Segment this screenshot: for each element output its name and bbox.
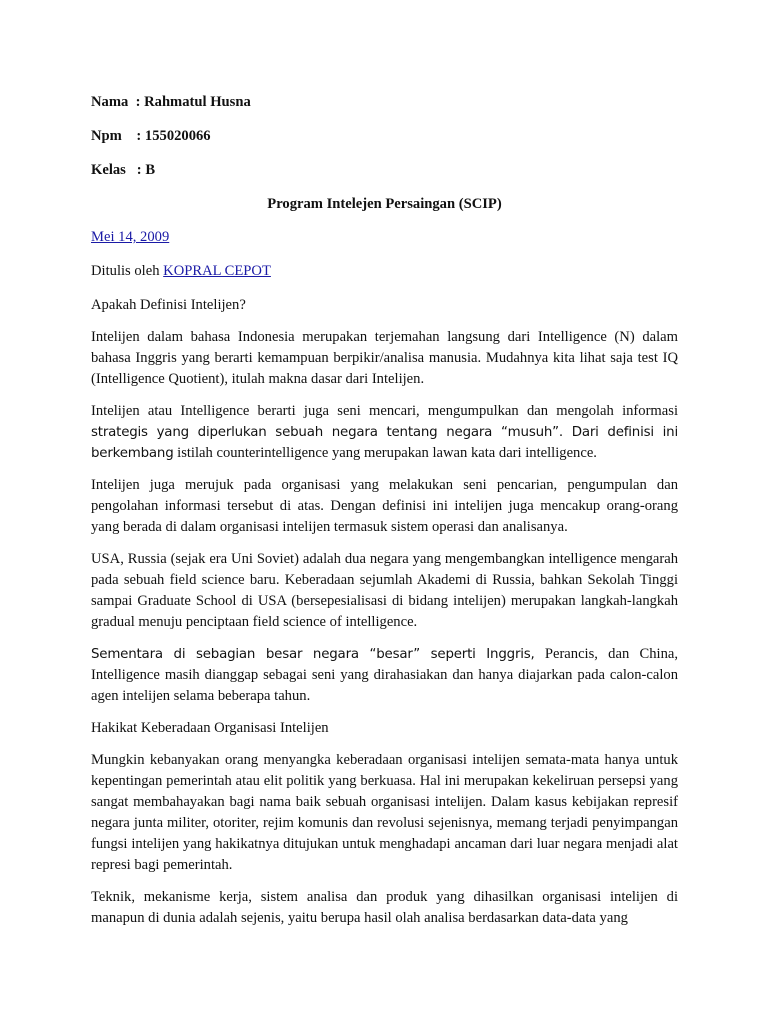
author-prefix: Ditulis oleh [91, 263, 164, 279]
class-value: B [145, 162, 156, 178]
paragraph-4: USA, Russia (sejak era Uni Soviet) adalah dua negara yang mengembangkan intelligence mengarah pada sebuah field science baru. Keberadaan sejumlah Akademi di Russia, bahkan Sekolah Tinggi sampai Graduate School di USA (bersepesialisasi di bidang intelijen) merupakan langkah-langkah gradual menuju penciptaan field science of intelligence. [91, 551, 678, 630]
name-line [91, 92, 678, 113]
npm-value: 155020066 [144, 128, 211, 144]
paragraph-2-part-c: istilah counterintelligence yang merupakan lawan kata dari intelligence. [173, 445, 597, 461]
section-heading-essence: Hakikat Keberadaan Organisasi Intelijen [91, 720, 329, 736]
paragraph-3: Intelijen juga merujuk pada organisasi yang melakukan seni pencarian, pengumpulan dan pengolahan informasi tersebut di atas. Dengan definisi ini intelijen juga mencakup orang-orang yang berada di dalam organisasi intelijen termasuk sistem operasi dan analisanya. [91, 477, 678, 535]
paragraph-1: Intelijen dalam bahasa Indonesia merupakan terjemahan langsung dari Intelligence (N) dalam bahasa Inggris yang berarti kemampuan berpikir/analisa manusia. Mudahnya kita lihat saja test IQ (Intelligence Quotient), itulah makna dasar dari Intelijen. [91, 329, 678, 387]
document-title: Program Intelejen Persaingan (SCIP) [267, 196, 502, 212]
npm-line [91, 126, 678, 147]
document-page [91, 92, 678, 940]
author-line [91, 261, 678, 282]
name-label: Nama : [91, 94, 145, 110]
class-label: Kelas : [91, 162, 146, 178]
paragraph-2 [91, 401, 678, 464]
npm-label: Npm : [91, 128, 145, 144]
paragraph-2-part-a: Intelijen atau Intelligence berarti juga seni mencari, mengumpulkan dan mengolah informasi [91, 403, 678, 419]
section-heading-definition: Apakah Definisi Intelijen? [91, 297, 246, 313]
author-link[interactable]: KOPRAL CEPOT [163, 263, 271, 279]
paragraph-7: Teknik, mekanisme kerja, sistem analisa dan produk yang dihasilkan organisasi intelijen di manapun di dunia adalah sejenis, yaitu berupa hasil olah analisa berdasarkan data-data yang [91, 889, 678, 926]
paragraph-5 [91, 644, 678, 707]
name-value: Rahmatul Husna [144, 94, 251, 110]
date-link[interactable]: Mei 14, 2009 [91, 229, 170, 245]
class-line [91, 160, 678, 181]
paragraph-5-part-b: Perancis, dan China, Intelligence masih dianggap sebagai seni yang dirahasiakan dan hanya diajarkan pada calon-calon agen intelijen selama beberapa tahun. [91, 646, 678, 704]
paragraph-5-part-a: Sementara di sebagian besar negara “besar” seperti Inggris, [91, 647, 535, 662]
paragraph-6: Mungkin kebanyakan orang menyangka keberadaan organisasi intelijen semata-mata hanya untuk kepentingan pemerintah atau elit politik yang berkuasa. Hal ini merupakan kekeliruan persepsi yang sangat membahayakan bagi nama baik sebuah organisasi intelijen. Dalam kasus kebijakan represif negara junta militer, otoriter, rejim komunis dan revolusi sejenisnya, memang terjadi penyimpangan fungsi intelijen yang hakikatnya ditujukan untuk menghadapi ancaman dari luar negara menjadi alat represi bagi pemerintah. [91, 752, 678, 873]
paragraph-2-part-b: strategis yang diperlukan sebuah negara tentang negara “musuh”. Dari definisi ini berkembang [91, 425, 678, 461]
